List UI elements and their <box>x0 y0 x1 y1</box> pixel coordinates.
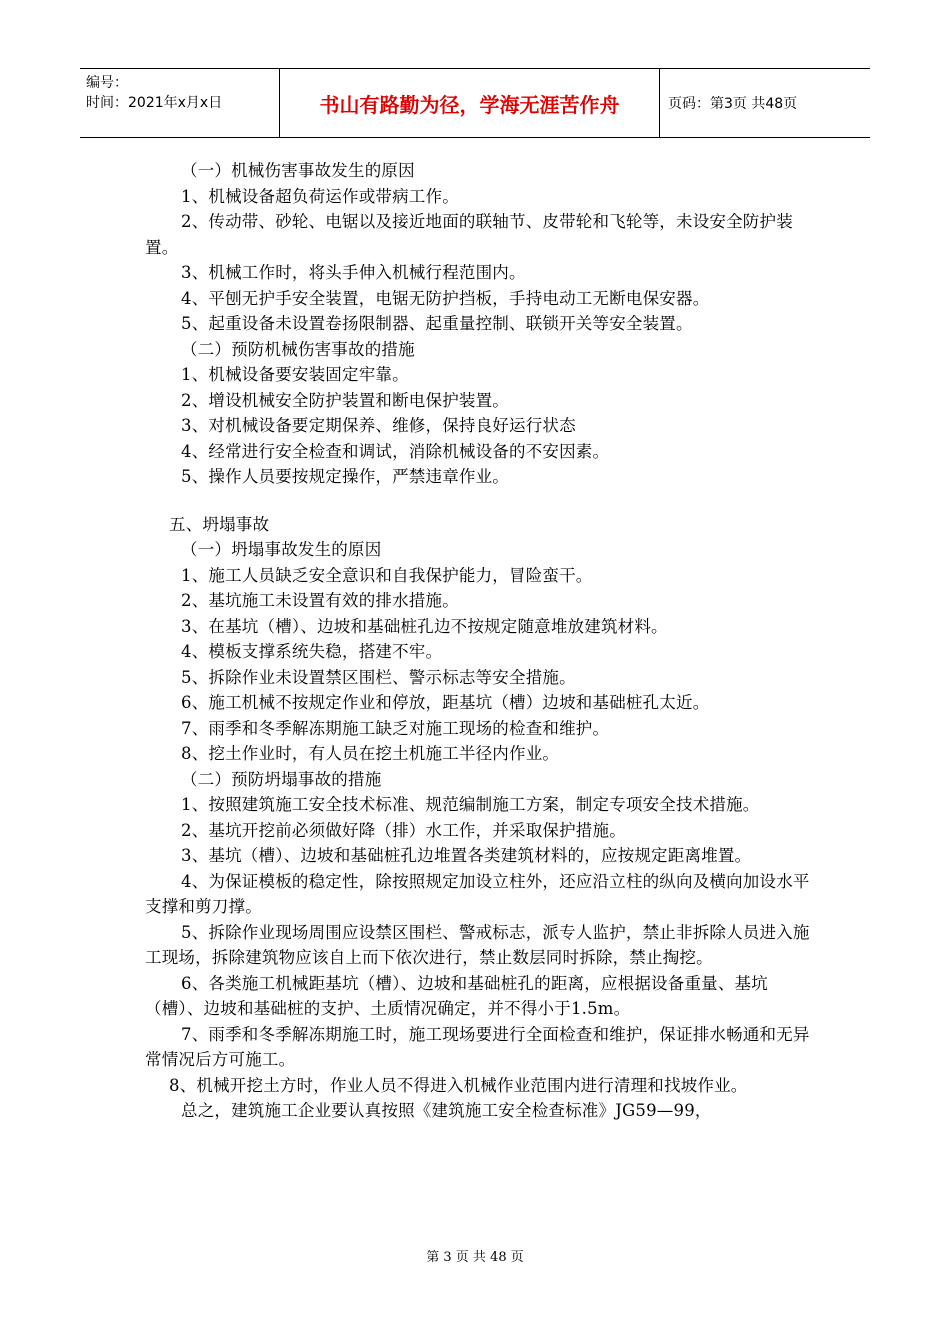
list-item: 2、基坑开挖前必须做好降（排）水工作，并采取保护措施。 <box>181 820 626 840</box>
list-item: 6、各类施工机械距基坑（槽）、边坡和基础桩孔的距离，应根据设备重量、基坑（槽）、边坡和基础桩的支护、土质情况确定，并不得小于1.5m。 <box>145 973 768 1018</box>
list-item: 4、经常进行安全检查和调试，消除机械设备的不安因素。 <box>181 441 610 461</box>
header-page-info: 页码：第3页 共48页 <box>668 96 798 112</box>
subheading: （二）预防坍塌事故的措施 <box>181 769 382 789</box>
list-item: 5、拆除作业未设置禁区围栏、警示标志等安全措施。 <box>181 667 576 687</box>
list-item: 5、拆除作业现场周围应设禁区围栏、警戒标志，派专人监护，禁止非拆除人员进入施工现场，拆除建筑物应该自上而下依次进行，禁止数层同时拆除，禁止掏挖。 <box>145 922 810 967</box>
subheading: （一）坍塌事故发生的原因 <box>181 540 382 559</box>
page-header <box>80 68 870 138</box>
list-item: 3、在基坑（槽）、边坡和基础桩孔边不按规定随意堆放建筑材料。 <box>181 616 668 636</box>
list-item: 8、挖土作业时，有人员在挖土机施工半径内作业。 <box>181 744 560 763</box>
list-item: 2、增设机械安全防护装置和断电保护装置。 <box>181 390 509 410</box>
list-item: 3、机械工作时，将头手伸入机械行程范围内。 <box>181 263 526 282</box>
section-heading: 五、坍塌事故 <box>169 514 270 534</box>
list-item: 4、模板支撑系统失稳，搭建不牢。 <box>181 642 443 661</box>
list-item: 1、机械设备要安装固定牢靠。 <box>181 365 409 384</box>
list-item: 4、为保证模板的稳定性，除按照规定加设立柱外，还应沿立柱的纵向及横向加设水平支撑和剪刀撑。 <box>145 871 810 916</box>
list-item: 1、施工人员缺乏安全意识和自我保护能力，冒险蛮干。 <box>181 565 593 585</box>
page-footer: 第 3 页 共 48 页 <box>426 1250 524 1265</box>
list-item: 5、起重设备未设置卷扬限制器、起重量控制、联锁开关等安全装置。 <box>181 314 693 333</box>
list-item: 7、雨季和冬季解冻期施工时，施工现场要进行全面检查和维护，保证排水畅通和无异常情况后方可施工。 <box>145 1024 810 1069</box>
subheading: （二）预防机械伤害事故的措施 <box>181 339 415 359</box>
closing-paragraph: 总之，建筑施工企业要认真按照《建筑施工安全检查标准》JG59—99， <box>181 1101 712 1120</box>
subheading: （一）机械伤害事故发生的原因 <box>181 161 415 180</box>
list-item: 3、基坑（槽）、边坡和基础桩孔边堆置各类建筑材料的，应按规定距离堆置。 <box>181 846 752 865</box>
list-item: 6、施工机械不按规定作业和停放，距基坑（槽）边坡和基础桩孔太近。 <box>181 693 710 712</box>
list-item: 8、机械开挖土方时，作业人员不得进入机械作业范围内进行清理和找坡作业。 <box>169 1075 748 1095</box>
list-item: 2、传动带、砂轮、电锯以及接近地面的联轴节、皮带轮和飞轮等，未设安全防护装置。 <box>145 212 793 257</box>
list-item: 2、基坑施工未设置有效的排水措施。 <box>181 591 459 610</box>
doc-date-label: 时间：2021年x月x日 <box>86 95 223 111</box>
list-item: 3、对机械设备要定期保养、维修，保持良好运行状态 <box>181 416 576 435</box>
list-item: 7、雨季和冬季解冻期施工缺乏对施工现场的检查和维护。 <box>181 718 610 738</box>
list-item: 1、机械设备超负荷运作或带病工作。 <box>181 186 459 206</box>
document-body <box>145 158 815 1124</box>
doc-number-label: 编号： <box>86 75 128 91</box>
list-item: 1、按照建筑施工安全技术标准、规范编制施工方案，制定专项安全技术措施。 <box>181 795 760 814</box>
list-item: 4、平刨无护手安全装置，电锯无防护挡板，手持电动工无断电保安器。 <box>181 288 710 308</box>
list-item: 5、操作人员要按规定操作，严禁违章作业。 <box>181 467 509 486</box>
header-motto: 书山有路勤为径，学海无涯苦作舟 <box>280 69 660 137</box>
header-meta <box>80 69 280 137</box>
